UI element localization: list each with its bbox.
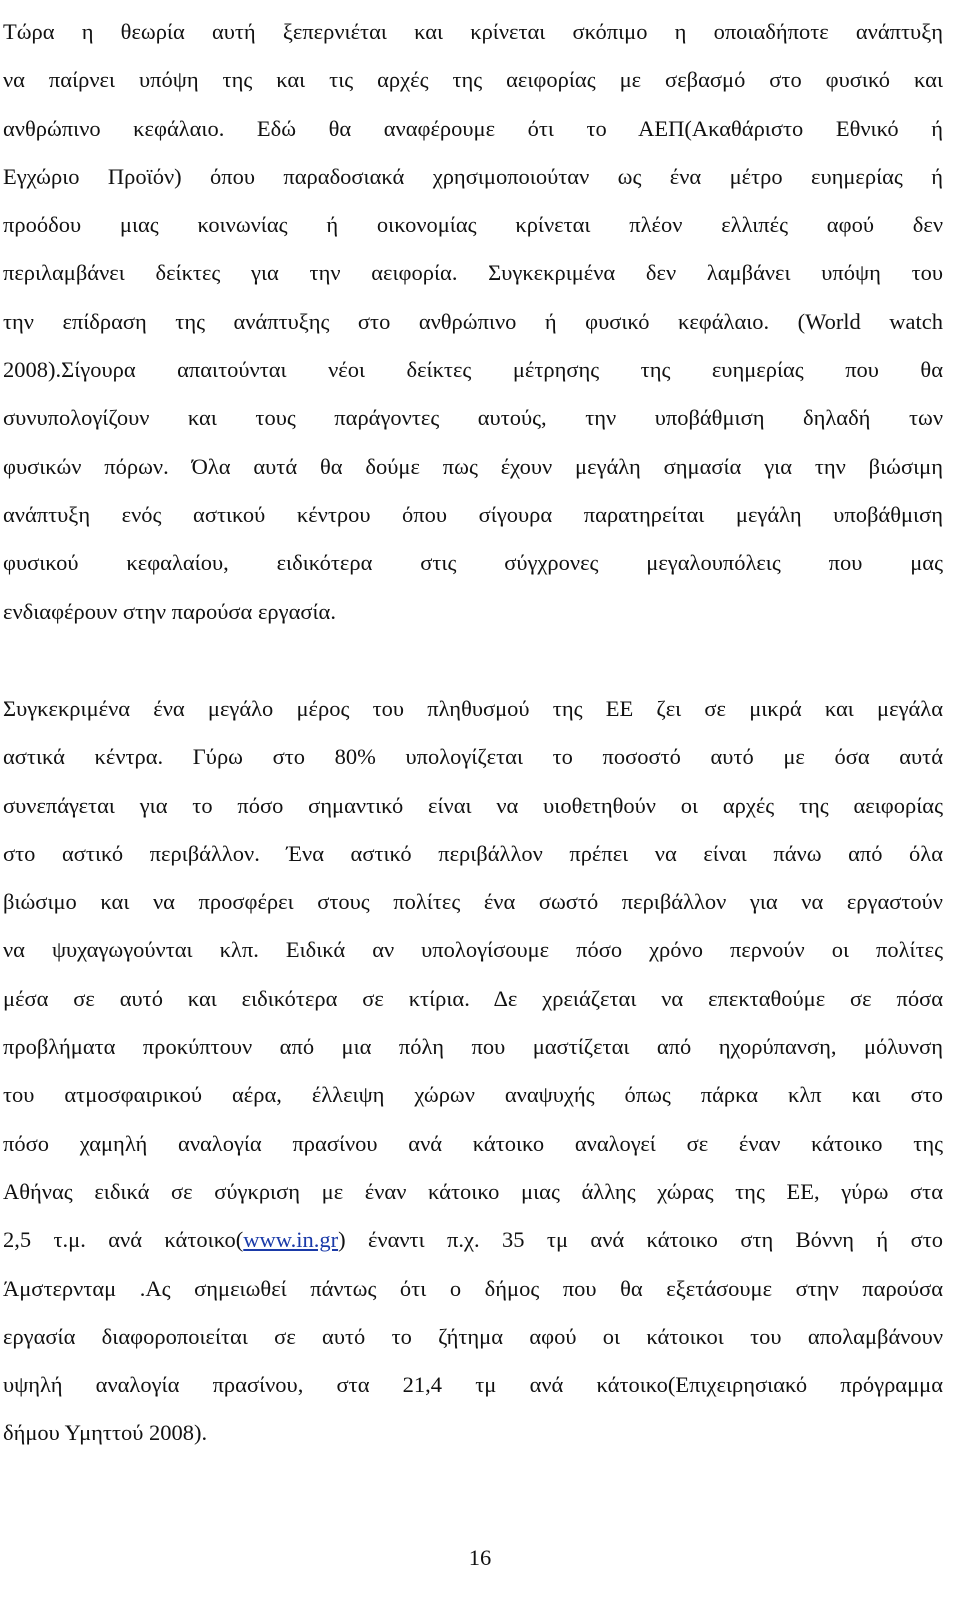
paragraph-line: ανάπτυξη ενός αστικού κέντρου όπου σίγουρα παρατηρείται μεγάλη υποβάθμιση: [3, 501, 943, 527]
paragraph-line: συνυπολογίζουν και τους παράγοντες αυτούς, την υποβάθμιση δηλαδή των: [3, 405, 943, 431]
paragraph-line: στο αστικό περιβάλλον. Ένα αστικό περιβάλλον πρέπει να είναι πάνω από όλα: [3, 840, 943, 866]
paragraph-line: ανθρώπινο κεφάλαιο. Εδώ θα αναφέρουμε ότι το ΑΕΠ(Ακαθάριστο Εθνικό ή: [3, 115, 943, 141]
paragraph-line: Αθήνας ειδικά σε σύγκριση με έναν κάτοικο μιας άλλης χώρας της ΕΕ, γύρω στα: [3, 1178, 943, 1204]
paragraph-line: Εγχώριο Προϊόν) όπου παραδοσιακά χρησιμοποιούταν ως ένα μέτρο ευημερίας ή: [3, 163, 943, 189]
paragraph-line: προόδου μιας κοινωνίας ή οικονομίας κρίνεται πλέον ελλιπές αφού δεν: [3, 212, 943, 238]
paragraph-line: εργασία διαφοροποιείται σε αυτό το ζήτημα αφού οι κάτοικοι του απολαμβάνουν: [3, 1323, 943, 1349]
link-line-after: ) έναντι π.χ. 35 τμ ανά κάτοικο στη Βόννη ή στο: [338, 1227, 944, 1253]
paragraph-line: βιώσιμο και να προσφέρει στους πολίτες ένα σωστό περιβάλλον για να εργαστούν: [3, 889, 943, 915]
paragraph-line: Τώρα η θεωρία αυτή ξεπερνιέται και κρίνεται σκόπιμο η οποιαδήποτε ανάπτυξη: [3, 19, 943, 44]
paragraph-1: [3, 8, 943, 636]
paragraph-line: Συγκεκριμένα ένα μεγάλο μέρος του πληθυσμού της ΕΕ ζει σε μικρά και μεγάλα: [3, 696, 943, 721]
paragraph-line: Άμστερνταμ .Ας σημειωθεί πάντως ότι ο δήμος που θα εξετάσουμε στην παρούσα: [3, 1275, 943, 1301]
paragraph-line: φυσικών πόρων. Όλα αυτά θα δούμε πως έχουν μεγάλη σημασία για την βιώσιμη: [3, 453, 943, 479]
website-link[interactable]: www.in.gr: [243, 1227, 339, 1253]
paragraph-line: μέσα σε αυτό και ειδικότερα σε κτίρια. Δε χρειάζεται να επεκταθούμε σε πόσα: [3, 985, 943, 1011]
link-line-before: 2,5 τ.μ. ανά κάτοικο(: [3, 1227, 244, 1253]
paragraph-line: συνεπάγεται για το πόσο σημαντικό είναι να υιοθετηθούν οι αρχές της αειφορίας: [3, 792, 943, 818]
paragraph-line: προβλήματα προκύπτουν από μια πόλη που μαστίζεται από ηχορύπανση, μόλυνση: [3, 1034, 943, 1060]
paragraph-line: ενδιαφέρουν στην παρούσα εργασία.: [3, 598, 336, 624]
paragraph-line: φυσικού κεφαλαίου, ειδικότερα στις σύγχρονες μεγαλουπόλεις που μας: [3, 550, 943, 576]
paragraph-line: δήμου Υμηττού 2008).: [3, 1420, 208, 1446]
page-number: 16: [468, 1545, 492, 1570]
paragraph-line: αστικά κέντρα. Γύρω στο 80% υπολογίζεται το ποσοστό αυτό με όσα αυτά: [3, 744, 943, 770]
paragraph-line: πόσο χαμηλή αναλογία πρασίνου ανά κάτοικο αναλογεί σε έναν κάτοικο της: [3, 1130, 943, 1156]
paragraph-line-with-link: [3, 1216, 943, 1264]
paragraph-line: την επίδραση της ανάπτυξης στο ανθρώπινο ή φυσικό κεφάλαιο. (World watch: [3, 308, 943, 334]
paragraph-line: υψηλή αναλογία πρασίνου, στα 21,4 τμ ανά κάτοικο(Επιχειρησιακό πρόγραμμα: [3, 1372, 943, 1398]
paragraph-line: να ψυχαγωγούνται κλπ. Ειδικά αν υπολογίσουμε πόσο χρόνο περνούν οι πολίτες: [3, 937, 943, 963]
paragraph-line: του ατμοσφαιρικού αέρα, έλλειψη χώρων αναψυχής όπως πάρκα κλπ και στο: [3, 1082, 943, 1108]
paragraph-line: περιλαμβάνει δείκτες για την αειφορία. Συγκεκριμένα δεν λαμβάνει υπόψη του: [3, 260, 943, 286]
paragraph-line: να παίρνει υπόψη της και τις αρχές της αειφορίας με σεβασμό στο φυσικό και: [3, 67, 943, 93]
paragraph-line: 2008).Σίγουρα απαιτούνται νέοι δείκτες μέτρησης της ευημερίας που θα: [3, 357, 943, 383]
paragraph-2: [3, 685, 943, 1458]
